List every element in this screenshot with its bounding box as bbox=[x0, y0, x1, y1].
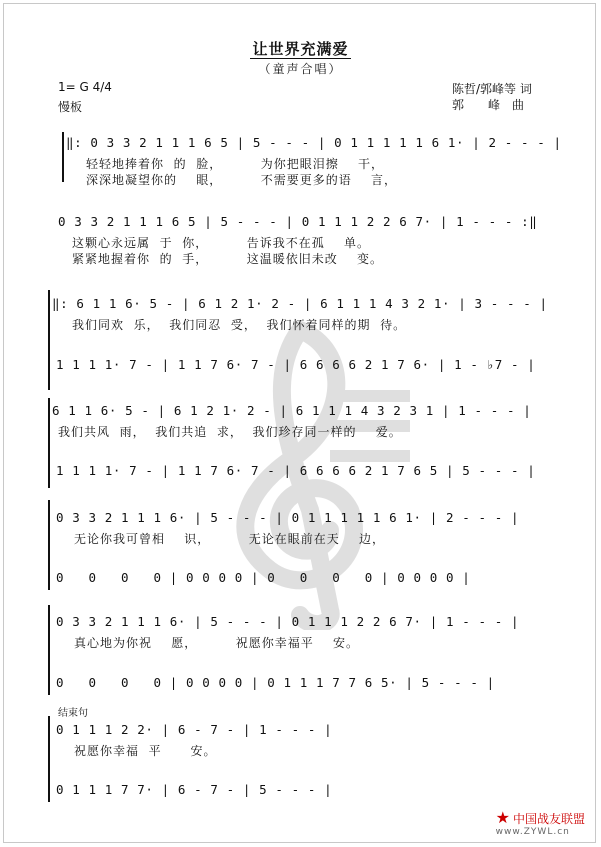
system-bracket bbox=[48, 716, 50, 802]
melody-line-2: 0 3 3 2 1 1 1 6 5 | 5 - - - | 0 1 1 1 2 2 6 7· | 1 - - - :‖ bbox=[58, 214, 538, 229]
harmony-ending: 0 1 1 1 7 7· | 6 - 7 - | 5 - - - | bbox=[56, 782, 333, 797]
lyric-line-4: 我们共风 雨， 我们共追 求， 我们珍存同一样的 爱。 bbox=[58, 425, 402, 439]
lyric-line-6: 真心地为你祝 愿， 祝愿你幸福平 安。 bbox=[74, 636, 360, 650]
lyric-verse2-line1: 深深地凝望你的 眼， 不需要更多的语 言， bbox=[86, 173, 398, 187]
harmony-line-3: 1 1 1 1· 7 - | 1 1 7 6· 7 - | 6 6 6 6 2 1 7 6· | 1 - ♭7 - | bbox=[56, 357, 536, 372]
lyricist-credit: 陈哲/郭峰等 词 bbox=[452, 82, 532, 96]
harmony-line-4: 1 1 1 1· 7 - | 1 1 7 6· 7 - | 6 6 6 6 2 1 7 6 5 | 5 - - - | bbox=[56, 463, 536, 478]
song-subtitle: （童声合唱） bbox=[258, 62, 343, 76]
ending-label: 结束句 bbox=[58, 708, 88, 719]
melody-line-6: 0 3 3 2 1 1 1 6· | 5 - - - | 0 1 1 1 2 2 6 7· | 1 - - - | bbox=[56, 614, 520, 629]
melody-line-1: ‖: 0 3 3 2 1 1 1 6 5 | 5 - - - | 0 1 1 1 1 1 6 1· | 2 - - - | bbox=[66, 135, 562, 150]
lyric-line-3: 我们同欢 乐， 我们同忍 受， 我们怀着同样的期 待。 bbox=[72, 318, 407, 332]
system-bracket bbox=[48, 290, 50, 390]
lyric-verse1-line2: 这颗心永远属 于 你， 告诉我不在孤 单。 bbox=[72, 236, 371, 250]
lyric-verse1-line1: 轻轻地捧着你 的 脸， 为你把眼泪擦 干， bbox=[86, 157, 385, 171]
composer-credit: 郭 峰 曲 bbox=[452, 98, 525, 112]
song-title: 让世界充满爱 bbox=[252, 40, 349, 58]
lyric-line-5: 无论你我可曾相 识， 无论在眼前在天 边， bbox=[74, 532, 386, 546]
accompaniment-line-5: 0 0 0 0 | 0 0 0 0 | 0 0 0 0 | 0 0 0 0 | bbox=[56, 570, 471, 585]
accompaniment-line-6: 0 0 0 0 | 0 0 0 0 | 0 1 1 1 7 7 6 5· | 5 - - - | bbox=[56, 675, 495, 690]
tempo-marking: 慢板 bbox=[58, 100, 83, 114]
system-bracket bbox=[48, 605, 50, 695]
star-icon: ★ bbox=[495, 808, 510, 827]
key-signature: 1= G 4/4 bbox=[58, 80, 112, 94]
system-bracket bbox=[48, 500, 50, 590]
melody-line-3: ‖: 6 1 1 6· 5 - | 6 1 2 1· 2 - | 6 1 1 1 4 3 2 1· | 3 - - - | bbox=[52, 296, 548, 311]
melody-ending: 0 1 1 1 2 2· | 6 - 7 - | 1 - - - | bbox=[56, 722, 333, 737]
site-logo: ★ 中国战友联盟 www.ZYWL.cn bbox=[495, 808, 585, 837]
lyric-ending: 祝愿你幸福 平 安。 bbox=[74, 744, 217, 758]
lyric-verse2-line2: 紧紧地握着你 的 手， 这温暖依旧未改 变。 bbox=[72, 252, 384, 266]
melody-line-5: 0 3 3 2 1 1 1 6· | 5 - - - | 0 1 1 1 1 1 6 1· | 2 - - - | bbox=[56, 510, 520, 525]
melody-line-4: 6 1 1 6· 5 - | 6 1 2 1· 2 - | 6 1 1 1 4 3 2 3 1 | 1 - - - | bbox=[52, 403, 532, 418]
system-bracket bbox=[62, 132, 64, 182]
system-bracket bbox=[48, 398, 50, 488]
